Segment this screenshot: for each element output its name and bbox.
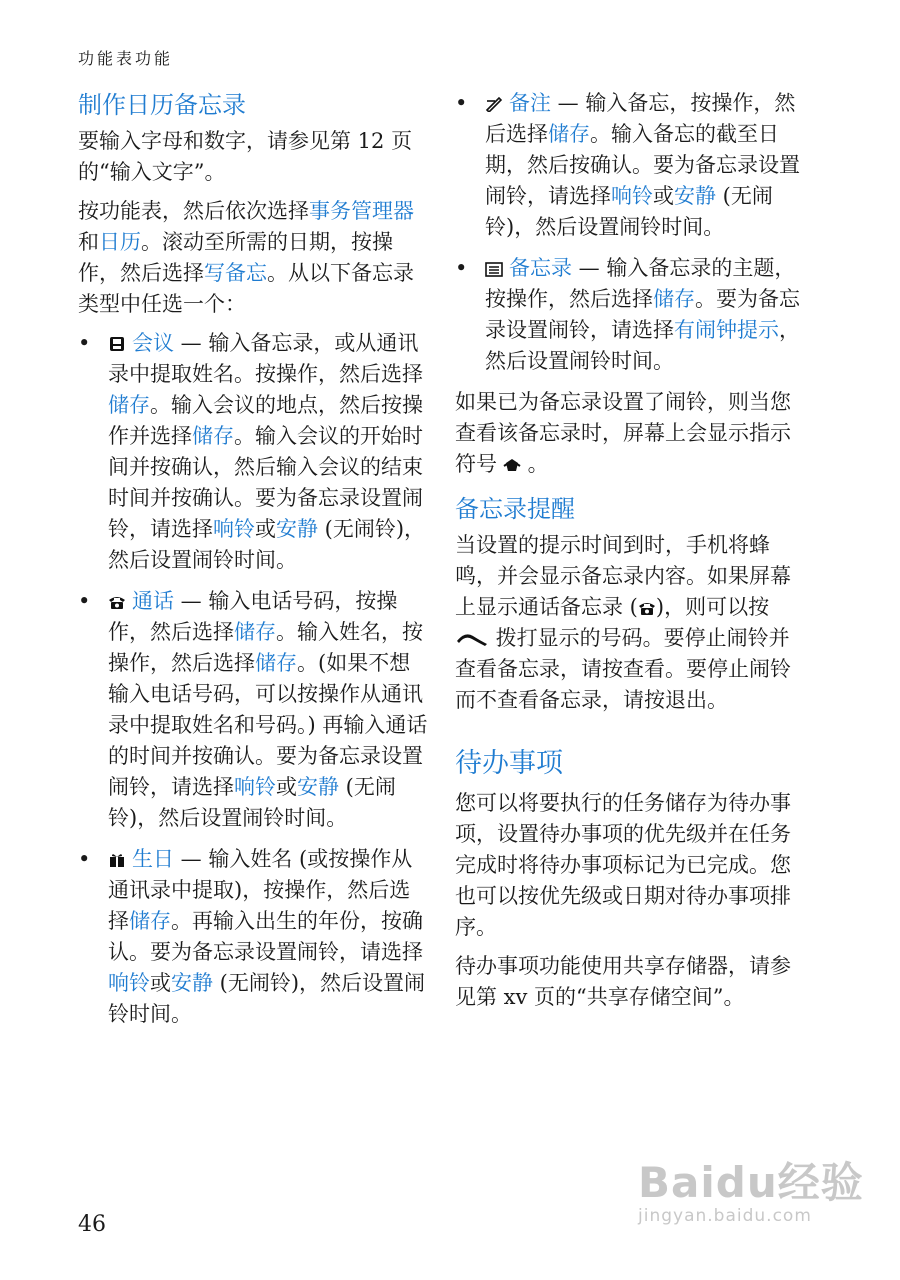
softkey-label: 操作 <box>506 287 548 311</box>
note-type-item <box>78 844 428 1030</box>
softkey-label: 操作 <box>349 847 392 871</box>
key-view: 查看 <box>623 657 665 681</box>
paragraph-alarm-indicator <box>455 387 800 480</box>
memo-icon <box>485 261 503 277</box>
text: (无闹铃)，然后设置闹铃时间。 <box>485 184 773 239</box>
text: 并选择 <box>129 424 192 448</box>
text: 。滚动至所需的日期，按 <box>141 230 372 254</box>
watermark-url: jingyan.baidu.com <box>638 1206 812 1226</box>
section-title-note-reminder: 备忘录提醒 <box>455 495 575 523</box>
menu-option: 储存 <box>234 620 276 644</box>
text: — 输入姓名 (或按 <box>174 847 350 871</box>
softkey-label: 操作 <box>318 682 360 706</box>
text: (无闹铃)，然后设置闹铃时间。 <box>108 517 426 572</box>
text: 。要为备忘录设置闹铃，请选择 <box>129 940 423 964</box>
softkey-label: 操作 <box>108 651 150 675</box>
paragraph-reminder <box>455 530 800 716</box>
text: ，然后选择 <box>129 620 234 644</box>
text: ，然后选择 <box>99 261 204 285</box>
text: ，然后输入会议的结束时间并按 <box>108 455 423 510</box>
menu-option: 储存 <box>653 287 695 311</box>
menu-option: 储存 <box>192 424 234 448</box>
text: 。再输入出生的年份，按 <box>171 909 402 933</box>
text: 。要为备忘录设置闹铃，请选择 <box>108 486 423 541</box>
text: (无闹铃)，然后设置闹铃时间。 <box>108 775 396 830</box>
softkey-label: 确认 <box>108 909 423 964</box>
note-type-list-continued <box>455 88 800 377</box>
text: 。要为备忘录设置闹铃，请选择 <box>108 744 423 799</box>
text: 从通讯录中提取)，按 <box>108 847 413 902</box>
note-type-title: 生日 <box>132 847 174 871</box>
text: ，然后选择 <box>548 287 653 311</box>
softkey-label: 确认 <box>171 455 213 479</box>
text: 。 <box>707 688 728 712</box>
softkey-label: 操作 <box>108 393 423 448</box>
watermark-logo: Baidu经验 <box>638 1158 864 1207</box>
menu-option: 响铃 <box>611 184 653 208</box>
menu-option: 储存 <box>108 393 150 417</box>
text: 。输入会议的地点，然后按 <box>150 393 402 417</box>
phone-icon <box>638 600 656 616</box>
note-type-item <box>78 328 428 576</box>
note-type-title: 备注 <box>509 91 551 115</box>
note-type-title: 备忘录 <box>509 256 572 280</box>
text: 按 <box>78 199 99 223</box>
menu-option: 安静 <box>171 971 213 995</box>
text: 和 <box>78 230 99 254</box>
note-type-title: 通话 <box>132 589 174 613</box>
key-menu: 功能表 <box>99 199 162 223</box>
text: 如果已为备忘录设置了闹铃，则当您查看该备忘录时，屏幕上会显示指示符号 <box>455 390 791 476</box>
paragraph-steps <box>78 196 428 320</box>
softkey-label: 操作 <box>108 589 398 644</box>
page-number: 46 <box>78 1212 106 1237</box>
text: 。 <box>521 452 549 476</box>
right-column <box>455 88 800 1021</box>
text: 从通讯录中提取姓名和号码。) 再输入通话的时间并按 <box>108 682 428 768</box>
softkey-label: 确认 <box>192 486 234 510</box>
text: — 输入备忘录的主题，按 <box>485 256 796 311</box>
text: 或 <box>653 184 674 208</box>
menu-organizer: 事务管理器 <box>309 199 414 223</box>
softkey-label: 确认 <box>213 744 255 768</box>
note-type-item <box>78 586 428 834</box>
menu-make-note: 写备忘 <box>204 261 267 285</box>
menu-option: 安静 <box>297 775 339 799</box>
text: 或 <box>255 517 276 541</box>
text: ，然后设置闹铃时间。 <box>485 318 800 373</box>
text: ，然后选择 <box>108 878 411 933</box>
paragraph-input-hint: 要输入字母和数字，请参见第 12 页的“输入文字”。 <box>78 129 413 184</box>
pen-icon <box>485 96 503 112</box>
section-title-todo: 待办事项 <box>455 748 563 779</box>
text: — 输入备忘录，或从通讯录中提取姓名。按 <box>108 331 419 386</box>
text: ，然后选择 <box>318 362 423 386</box>
menu-option: 有闹钟提示 <box>674 318 779 342</box>
softkey-label: 确认 <box>590 153 632 177</box>
note-type-title: 会议 <box>132 331 174 355</box>
alarm-indicator-icon <box>503 457 521 473</box>
menu-option: 安静 <box>276 517 318 541</box>
text: 。输入姓名，按 <box>276 620 423 644</box>
menu-option: 储存 <box>548 122 590 146</box>
menu-option: 储存 <box>255 651 297 675</box>
text: — 输入电话号码，按 <box>174 589 377 613</box>
softkey-label: 操作 <box>711 91 754 115</box>
left-column <box>78 88 428 1040</box>
text: 。输入会议的开始时间并按 <box>108 424 423 479</box>
gift-icon <box>108 852 126 868</box>
menu-calendar: 日历 <box>99 230 141 254</box>
menu-option: 安静 <box>674 184 716 208</box>
note-type-item <box>455 88 800 243</box>
menu-option: 储存 <box>129 909 171 933</box>
meeting-icon <box>108 336 126 352</box>
text: 或 <box>150 971 171 995</box>
paragraph-todo-memory: 待办事项功能使用共享存储器，请参见第 xv 页的“共享存储空间”。 <box>455 954 791 1009</box>
text: 。要为备忘录设置闹铃，请选择 <box>485 287 800 342</box>
text: ，然后选择 <box>150 651 255 675</box>
running-header: 功能表功能 <box>78 49 174 68</box>
paragraph-todo-intro: 您可以将要执行的任务储存为待办事项，设置待办事项的优先级并在任务完成时将待办事项标记为已完成。您也可以按优先级或日期对待办事项排序。 <box>455 791 791 939</box>
menu-option: 响铃 <box>213 517 255 541</box>
text: 。要为备忘录设置闹铃，请选择 <box>485 153 800 208</box>
softkey-label: 操作 <box>284 878 327 902</box>
section-title-calendar-note: 制作日历备忘录 <box>78 91 246 119</box>
text: 当设置的提示时间到时，手机将蜂鸣，并会显示备忘录内容。如果屏幕上显示通话备忘录 ( <box>455 533 791 619</box>
text: ，然后选择 <box>485 91 796 146</box>
text: — 输入备忘，按 <box>551 91 712 115</box>
text: ，然后依次选择 <box>162 199 309 223</box>
text: 。要停止闹铃而不查看备忘录，请按 <box>455 657 791 712</box>
note-type-list <box>78 328 428 1030</box>
menu-option: 响铃 <box>108 971 150 995</box>
text: 。输入备忘的截至日期，然后按 <box>485 122 779 177</box>
text: 。(如果不想输入电话号码，可以按 <box>108 651 411 706</box>
key-options: 操作 <box>78 230 393 285</box>
call-key-icon <box>455 632 489 646</box>
baidu-watermark <box>638 1150 864 1226</box>
softkey-label: 操作 <box>276 362 318 386</box>
text: (无闹铃)，然后设置闹铃时间。 <box>108 971 426 1026</box>
text: 。从以下备忘录类型中任选一个： <box>78 261 414 316</box>
text: 或 <box>276 775 297 799</box>
key-exit: 退出 <box>665 688 707 712</box>
note-type-item <box>455 253 800 377</box>
menu-option: 响铃 <box>234 775 276 799</box>
text: )，则可以按 <box>655 595 770 619</box>
phone-icon <box>108 594 126 610</box>
text: 拨打显示的号码。要停止闹铃并查看备忘录，请按 <box>455 626 790 681</box>
